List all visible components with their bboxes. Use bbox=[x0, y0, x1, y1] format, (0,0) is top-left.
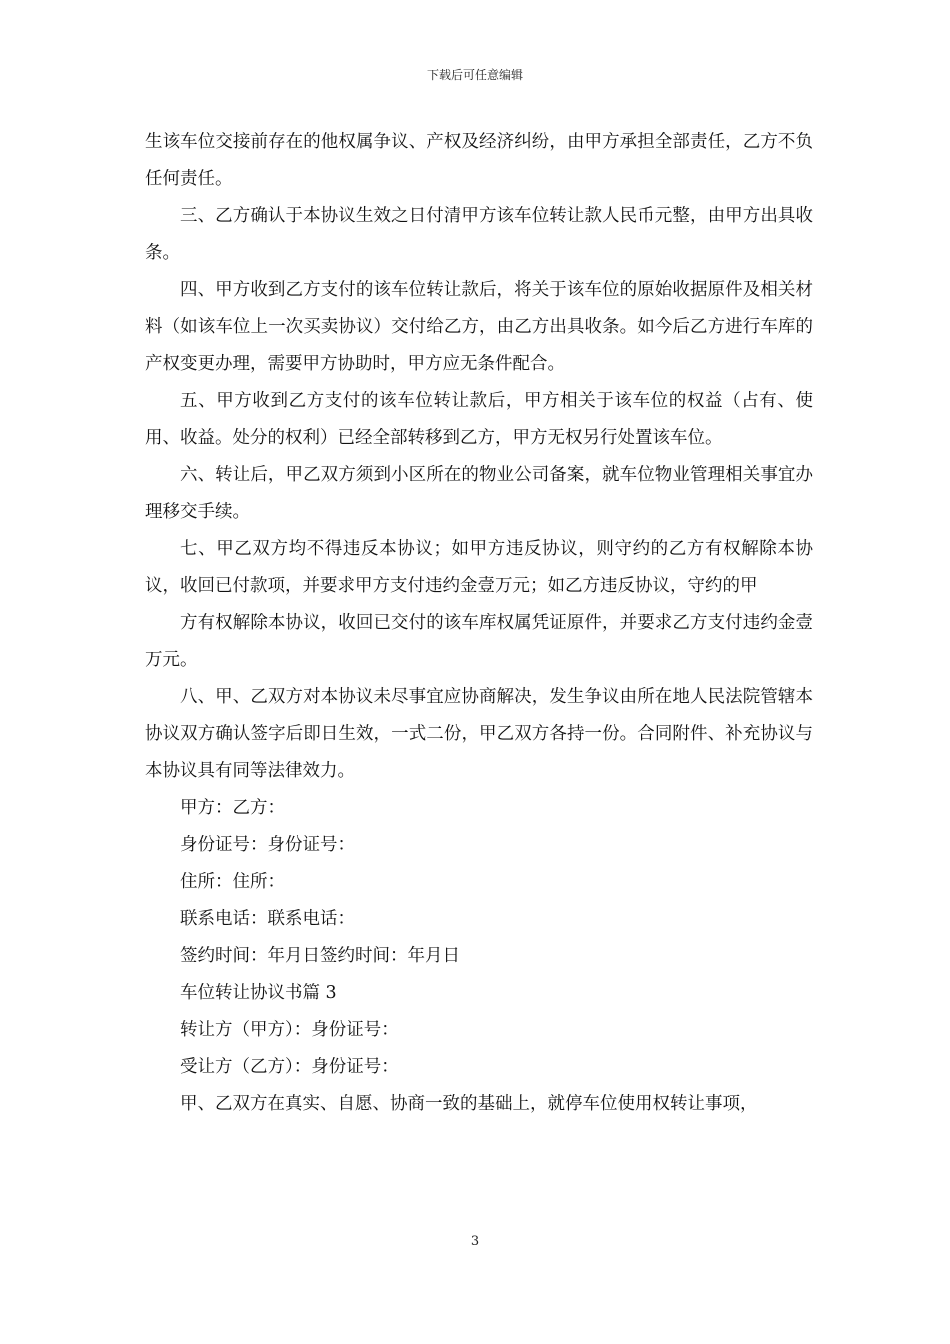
agreement-intro-paragraph: 甲、乙双方在真实、自愿、协商一致的基础上，就停车位使用权转让事项， bbox=[180, 1094, 758, 1114]
paragraph-1: 生该车位交接前存在的他权属争议、产权及经济纠纷，由甲方承担全部责任，乙方不负任何责任。 bbox=[145, 132, 813, 189]
signature-id-line: 身份证号：身份证号： bbox=[180, 835, 355, 855]
paragraph-clause-8: 八、甲、乙双方对本协议未尽事宜应协商解决，发生争议由所在地人民法院管辖本协议双方确认签字后即日生效，一式二份，甲乙双方各持一份。合同附件、补充协议与本协议具有同等法律效力。 bbox=[145, 687, 813, 781]
paragraph-clause-6: 六、转让后，甲乙双方须到小区所在的物业公司备案，就车位物业管理相关事宜办理移交手续。 bbox=[145, 465, 813, 522]
paragraph-clause-7-continued: 方有权解除本协议，收回已交付的该车库权属凭证原件，并要求乙方支付违约金壹万元。 bbox=[145, 613, 813, 670]
transferor-line: 转让方（甲方）：身份证号： bbox=[180, 1020, 399, 1040]
page-header: 下载后可任意编辑 bbox=[426, 68, 523, 82]
transferee-line: 受让方（乙方）：身份证号： bbox=[180, 1057, 399, 1077]
paragraph-clause-5: 五、甲方收到乙方支付的该车位转让款后，甲方相关于该车位的权益（占有、使用、收益。处分的权利）已经全部转移到乙方，甲方无权另行处置该车位。 bbox=[145, 391, 813, 448]
signature-address-line: 住所：住所： bbox=[180, 872, 285, 892]
page-number: 3 bbox=[470, 1234, 480, 1249]
document-body bbox=[145, 124, 813, 1123]
signature-parties-line: 甲方：乙方： bbox=[180, 798, 285, 818]
signature-phone-line: 联系电话：联系电话： bbox=[180, 909, 355, 929]
paragraph-clause-3: 三、乙方确认于本协议生效之日付清甲方该车位转让款人民币元整，由甲方出具收条。 bbox=[145, 206, 813, 263]
section-title: 车位转让协议书篇 3 bbox=[180, 983, 337, 1003]
paragraph-clause-7: 七、甲乙双方均不得违反本协议；如甲方违反协议，则守约的乙方有权解除本协议，收回已付款项，并要求甲方支付违约金壹万元；如乙方违反协议，守约的甲 bbox=[145, 539, 813, 596]
paragraph-clause-4: 四、甲方收到乙方支付的该车位转让款后，将关于该车位的原始收据原件及相关材料（如该车位上一次买卖协议）交付给乙方，由乙方出具收条。如今后乙方进行车库的产权变更办理，需要甲方协助时，甲方应无条件配合。 bbox=[145, 280, 813, 374]
signature-date-line: 签约时间：年月日签约时间：年月日 bbox=[180, 946, 460, 966]
